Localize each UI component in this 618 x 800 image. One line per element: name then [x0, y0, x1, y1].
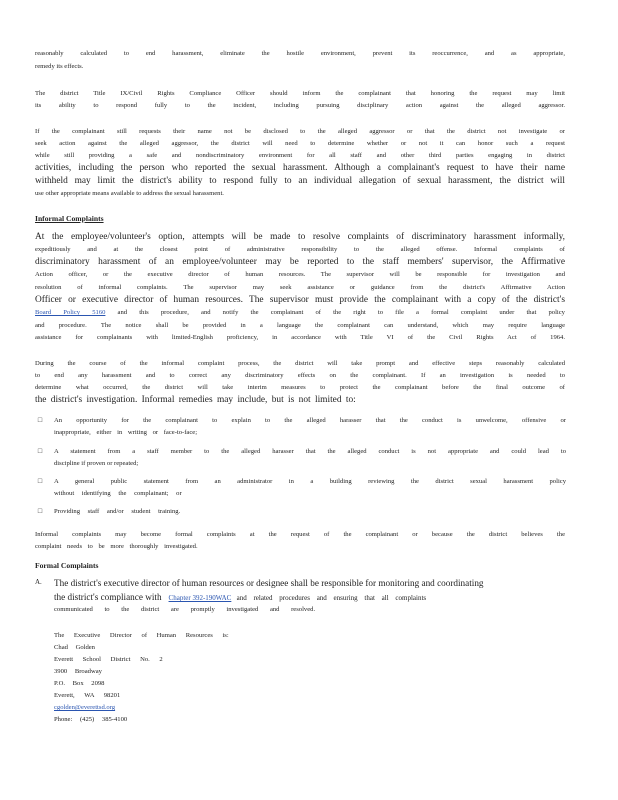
- paragraph-line: remedy its effects.: [35, 63, 84, 70]
- bullet-box-icon: □: [37, 477, 43, 485]
- paragraph-line: determine what occurred, the district will take interim measures to protect the complainant before the final outcome of: [35, 384, 565, 391]
- contact-intro: The Executive Director of Human Resources is:: [54, 632, 229, 639]
- list-marker: A.: [35, 578, 42, 586]
- paragraph-line: communicated to the district are promptly investigated and resolved.: [54, 606, 316, 613]
- paragraph-line: Officer or executive director of human resources. The supervisor must provide the complainant with a copy of the district's: [35, 295, 565, 305]
- paragraph-line: [54, 592, 566, 603]
- paragraph-text: and this procedure, and notify the complainant of the right to file a formal complaint under that policy: [105, 309, 565, 316]
- contact-city: Everett, WA 98201: [54, 692, 121, 699]
- paragraph-line: withheld may limit the district's ability to respond fully to an individual allegation of sexual harassment, the district will: [35, 176, 565, 186]
- formal-complaints-heading: Formal Complaints: [35, 561, 99, 570]
- bullet-box-icon: □: [37, 416, 43, 424]
- paragraph-line: resolution of informal complaints. The supervisor may seek assistance or guidance from the district's Affirmative Action: [35, 284, 565, 291]
- list-item: Providing staff and/or student training.: [54, 508, 181, 515]
- paragraph-line: use other appropriate means available to address the sexual harassment.: [35, 190, 224, 197]
- paragraph-line: expeditiously and at the closest point of administrative responsibility to the alleged offense. Informal complaints of: [35, 246, 565, 253]
- list-item: An opportunity for the complainant to explain to the alleged harasser that the conduct is unwelcome, offensive or: [54, 417, 566, 424]
- paragraph-line: Action officer, or the executive director of human resources. The supervisor will be responsible for investigation and: [35, 271, 565, 278]
- bullet-box-icon: □: [37, 447, 43, 455]
- paragraph-text: the district's compliance with: [54, 592, 162, 602]
- paragraph-line: to end any harassment and to correct any discriminatory effects on the complainant. If an investigation is needed to: [35, 372, 565, 379]
- contact-email-link[interactable]: cgolden@everettsd.org: [54, 704, 116, 711]
- contact-phone: Phone: (425) 385-4100: [54, 716, 128, 723]
- list-item: A general public statement from an administrator in a building reviewing the district sexual harassment policy: [54, 478, 566, 485]
- paragraph-line: reasonably calculated to end harassment, eliminate the hostile environment, prevent its reoccurrence, and as appropriate,: [35, 50, 565, 57]
- list-item: inappropriate, either in writing or face-to-face;: [54, 429, 198, 436]
- board-policy-5160-link[interactable]: Board Policy 5160: [35, 309, 106, 316]
- paragraph-line: the district's investigation. Informal remedies may include, but is not limited to:: [35, 395, 356, 405]
- paragraph-line: and procedure. The notice shall be provided in a language the complainant can understand, which may require language: [35, 322, 565, 329]
- paragraph-line: activities, including the person who reported the sexual harassment. Although a complainant's request to have their name: [35, 163, 565, 173]
- list-item: A statement from a staff member to the alleged harasser that the alleged conduct is not appropriate and could lead to: [54, 448, 566, 455]
- paragraph-line: The district's executive director of human resources or designee shall be responsible for monitoring and coordinating: [54, 578, 484, 588]
- paragraph-line: During the course of the informal complaint process, the district will take prompt and effective steps reasonably calculated: [35, 360, 565, 367]
- paragraph-line: assistance for complainants with limited-English proficiency, in accordance with Title VI of the Civil Rights Act of 1964.: [35, 334, 565, 341]
- bullet-box-icon: □: [37, 507, 43, 515]
- contact-name: Chad Golden: [54, 644, 95, 651]
- paragraph-line: The district Title IX/Civil Rights Compliance Officer should inform the complainant that honoring the request may limit: [35, 90, 565, 97]
- list-item: discipline if proven or repeated;: [54, 460, 139, 467]
- paragraph-line: Informal complaints may become formal complaints at the request of the complainant or because the district believes the: [35, 531, 565, 538]
- contact-street: 3900 Broadway: [54, 668, 102, 675]
- chapter-392-190-wac-link[interactable]: Chapter 392-190WAC: [168, 594, 232, 602]
- paragraph-text: and related procedures and ensuring that all complaints: [236, 594, 427, 602]
- paragraph-line: complaint needs to be more thoroughly investigated.: [35, 543, 198, 550]
- paragraph-line: At the employee/volunteer's option, attempts will be made to resolve complaints of discriminatory harassment informally,: [35, 232, 565, 242]
- informal-complaints-heading: Informal Complaints: [35, 214, 104, 223]
- paragraph-line: discriminatory harassment of an employee/volunteer may be reported to the staff members' supervisor, the Affirmative: [35, 257, 565, 267]
- paragraph-line: while still providing a safe and nondiscriminatory environment for all staff and other third parties engaging in district: [35, 152, 565, 159]
- contact-po-box: P.O. Box 2098: [54, 680, 105, 687]
- paragraph-line: seek action against the alleged aggressor, the district will need to determine whether or not it can honor such a request: [35, 140, 565, 147]
- paragraph-line: If the complainant still requests their name not be disclosed to the alleged aggressor or that the district not investigate or: [35, 128, 565, 135]
- contact-organization: Everett School District No. 2: [54, 656, 163, 663]
- paragraph-line: its ability to respond fully to the incident, including pursuing disciplinary action against the alleged aggressor.: [35, 102, 565, 109]
- list-item: without identifying the complainant; or: [54, 490, 182, 497]
- paragraph-line: [35, 308, 565, 318]
